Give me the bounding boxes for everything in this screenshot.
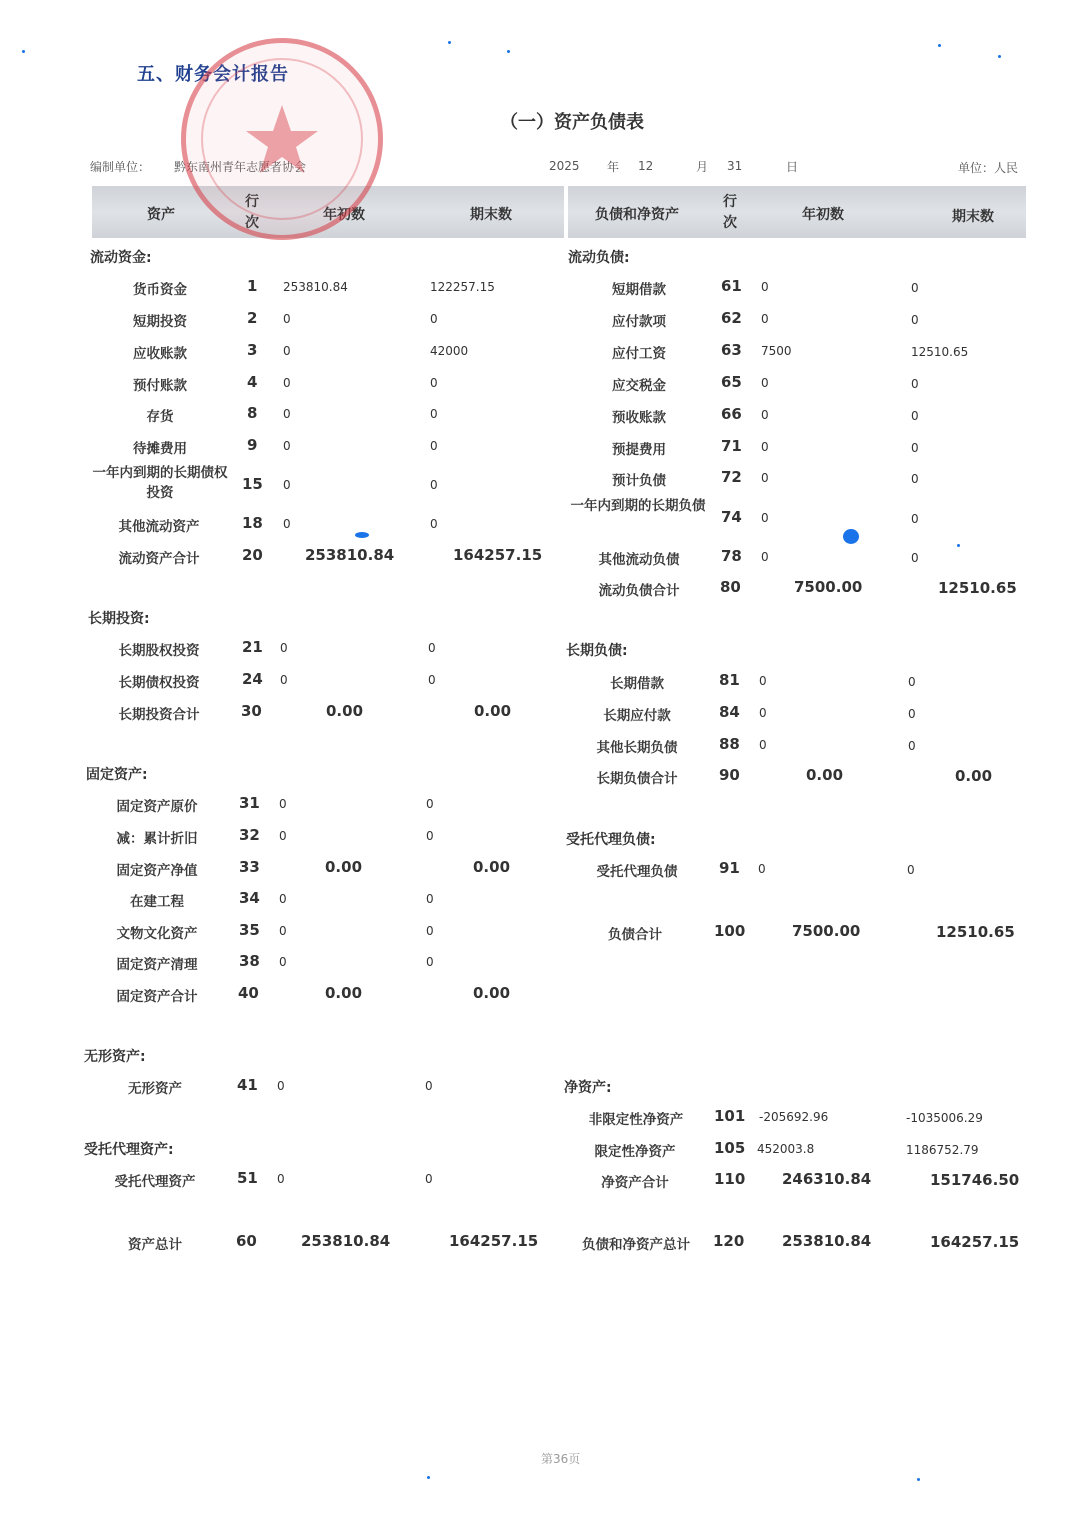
row-end: 0 xyxy=(911,512,919,526)
row-begin: 0 xyxy=(761,471,769,485)
row-end: 0 xyxy=(430,407,438,421)
year-char: 年 xyxy=(607,160,620,174)
row-end: 164257.15 xyxy=(930,1233,1020,1251)
section-title: 五、财务会计报告 xyxy=(137,64,289,85)
row-begin: 0 xyxy=(283,407,291,421)
speck xyxy=(448,41,451,44)
row-line: 84 xyxy=(719,703,740,721)
row-line: 61 xyxy=(721,277,742,295)
row-label: 负债合计 xyxy=(608,927,662,943)
row-label: 预收账款 xyxy=(612,410,666,426)
row-label: 应收账款 xyxy=(133,346,187,362)
speck xyxy=(22,50,25,53)
row-line: 34 xyxy=(239,889,260,907)
row-end: 151746.50 xyxy=(930,1171,1020,1189)
cat-entrusted-assets: 受托代理资产: xyxy=(84,1142,174,1158)
row-end: 0.00 xyxy=(955,767,993,785)
row-begin: 0 xyxy=(280,641,288,655)
row-begin: 0 xyxy=(279,797,287,811)
row-end: 0 xyxy=(908,675,916,689)
row-end: 0 xyxy=(911,409,919,423)
row-line: 21 xyxy=(242,638,263,656)
row-begin: 7500 xyxy=(761,344,792,358)
speck xyxy=(507,50,510,53)
row-end: 0 xyxy=(908,707,916,721)
row-line: 20 xyxy=(242,546,263,564)
row-end: 0 xyxy=(428,641,436,655)
row-line: 8 xyxy=(247,404,258,422)
row-label: 流动资产合计 xyxy=(118,551,200,567)
unit-label: 编制单位： xyxy=(90,160,151,174)
row-line: 35 xyxy=(239,921,260,939)
row-line: 90 xyxy=(719,766,740,784)
header-liability: 负债和净资产 xyxy=(595,207,679,223)
row-label: 固定资产原价 xyxy=(116,799,198,815)
row-label: 流动负债合计 xyxy=(598,583,680,599)
row-line: 24 xyxy=(242,670,263,688)
row-line: 32 xyxy=(239,826,260,844)
row-end: 0 xyxy=(907,863,915,877)
row-label: 负债和净资产总计 xyxy=(582,1237,690,1253)
row-begin: 0 xyxy=(283,517,291,531)
row-end: 0 xyxy=(911,551,919,565)
row-begin: 0 xyxy=(761,550,769,564)
row-label: 预计负债 xyxy=(612,473,666,489)
row-begin: -205692.96 xyxy=(759,1110,829,1124)
row-end: 12510.65 xyxy=(938,579,1017,597)
speck xyxy=(938,44,941,47)
row-begin: 0 xyxy=(283,344,291,358)
row-label: 短期投资 xyxy=(133,314,187,330)
row-begin: 0 xyxy=(759,738,767,752)
cat-fixed-assets: 固定资产: xyxy=(86,767,148,783)
row-label: 货币资金 xyxy=(133,282,187,298)
row-line: 101 xyxy=(714,1107,746,1125)
row-label: 减：累计折旧 xyxy=(116,831,198,847)
row-line: 3 xyxy=(247,341,258,359)
row-end: 0 xyxy=(425,1172,433,1186)
row-begin: 0 xyxy=(279,955,287,969)
row-label: 在建工程 xyxy=(130,894,184,910)
row-end: 0 xyxy=(911,441,919,455)
row-label: 长期债权投资 xyxy=(118,675,200,691)
row-begin: 452003.8 xyxy=(757,1142,815,1156)
row-begin: 0 xyxy=(279,924,287,938)
row-label: 应付款项 xyxy=(612,314,666,330)
row-line: 81 xyxy=(719,671,740,689)
row-line: 105 xyxy=(714,1139,746,1157)
row-line: 2 xyxy=(247,309,258,327)
row-end: 0 xyxy=(911,313,919,327)
currency-unit: 单位：人民 xyxy=(958,161,1019,175)
row-line: 38 xyxy=(239,952,260,970)
row-line: 40 xyxy=(238,984,259,1002)
row-end: 0.00 xyxy=(474,702,512,720)
speck xyxy=(427,1476,430,1479)
row-label: 其他流动负债 xyxy=(598,552,680,568)
row-line: 88 xyxy=(719,735,740,753)
cat-long-term-liabilities: 长期负债: xyxy=(566,643,628,659)
row-begin: 0 xyxy=(761,312,769,326)
report-day: 31 xyxy=(727,159,743,173)
ink-blot xyxy=(843,529,859,544)
row-end: 42000 xyxy=(430,344,469,358)
row-end: 0.00 xyxy=(473,858,511,876)
row-line: 1 xyxy=(247,277,258,295)
row-begin: 246310.84 xyxy=(782,1170,872,1188)
row-label: 预付账款 xyxy=(133,378,187,394)
row-line: 74 xyxy=(721,508,742,526)
row-end: 164257.15 xyxy=(453,546,543,564)
row-end: 0.00 xyxy=(473,984,511,1002)
row-end: 0 xyxy=(426,924,434,938)
row-begin: 253810.84 xyxy=(305,546,395,564)
month-char: 月 xyxy=(696,160,709,174)
row-line: 91 xyxy=(719,859,740,877)
row-begin: 0 xyxy=(283,376,291,390)
row-begin: 253810.84 xyxy=(283,280,348,294)
ink-blot xyxy=(355,532,369,538)
row-line: 62 xyxy=(721,309,742,327)
row-begin: 253810.84 xyxy=(782,1232,872,1250)
row-begin: 0 xyxy=(759,706,767,720)
header-begin-right: 年初数 xyxy=(802,207,844,223)
unit-name: 黔东南州青年志愿者协会 xyxy=(174,160,307,174)
row-end: 0 xyxy=(430,312,438,326)
row-label: 资产总计 xyxy=(128,1237,182,1253)
row-line: 78 xyxy=(721,547,742,565)
row-begin: 7500.00 xyxy=(794,578,863,596)
row-begin: 0 xyxy=(761,408,769,422)
row-end: 0 xyxy=(911,281,919,295)
row-end: 12510.65 xyxy=(911,345,969,359)
row-begin: 0 xyxy=(283,439,291,453)
speck xyxy=(957,544,960,547)
row-begin: 0 xyxy=(280,673,288,687)
row-label: 预提费用 xyxy=(612,442,666,458)
row-end: 164257.15 xyxy=(449,1232,539,1250)
row-line: 60 xyxy=(236,1232,257,1250)
row-begin: 0.00 xyxy=(326,702,364,720)
row-label: 固定资产合计 xyxy=(116,989,198,1005)
seal-stamp xyxy=(181,38,383,240)
row-end: 12510.65 xyxy=(936,923,1015,941)
row-end: 0 xyxy=(911,472,919,486)
cat-intangible-assets: 无形资产: xyxy=(84,1049,146,1065)
row-line: 15 xyxy=(242,475,263,493)
row-end: 0 xyxy=(426,892,434,906)
header-end: 期末数 xyxy=(470,207,512,223)
row-end: 0 xyxy=(425,1079,433,1093)
row-end: 0 xyxy=(430,376,438,390)
cat-net-assets: 净资产: xyxy=(564,1080,612,1096)
row-label: 净资产合计 xyxy=(601,1175,669,1191)
row-line: 18 xyxy=(242,514,263,532)
report-month: 12 xyxy=(638,159,654,173)
row-label: 待摊费用 xyxy=(133,441,187,457)
cat-current-liabilities: 流动负债: xyxy=(568,250,630,266)
row-begin: 0 xyxy=(277,1172,285,1186)
row-label: 长期股权投资 xyxy=(118,643,200,659)
row-label: 存货 xyxy=(146,409,174,425)
row-begin: 0.00 xyxy=(325,984,363,1002)
row-begin: 0 xyxy=(761,440,769,454)
row-label: 非限定性净资产 xyxy=(588,1112,684,1128)
row-end: 0 xyxy=(430,439,438,453)
row-label: 文物文化资产 xyxy=(116,926,198,942)
row-begin: 0 xyxy=(283,312,291,326)
header-line-no-right: 行次 xyxy=(723,194,737,231)
row-end: -1035006.29 xyxy=(906,1111,983,1125)
row-begin: 0 xyxy=(283,478,291,492)
row-end: 122257.15 xyxy=(430,280,495,294)
speck xyxy=(917,1478,920,1481)
header-asset: 资产 xyxy=(147,207,175,223)
row-line: 63 xyxy=(721,341,742,359)
row-label: 短期借款 xyxy=(612,282,666,298)
row-line: 4 xyxy=(247,373,258,391)
row-begin: 0 xyxy=(759,674,767,688)
row-end: 0 xyxy=(426,797,434,811)
row-label: 一年内到期的长期债权投资 xyxy=(92,465,228,501)
row-label: 无形资产 xyxy=(128,1081,182,1097)
row-begin: 253810.84 xyxy=(301,1232,391,1250)
row-begin: 0 xyxy=(758,862,766,876)
row-begin: 0 xyxy=(761,511,769,525)
row-line: 72 xyxy=(721,468,742,486)
row-label: 其他长期负债 xyxy=(596,740,678,756)
row-line: 80 xyxy=(720,578,741,596)
row-end: 0 xyxy=(426,829,434,843)
row-line: 31 xyxy=(239,794,260,812)
row-line: 41 xyxy=(237,1076,258,1094)
row-end: 0 xyxy=(908,739,916,753)
row-label: 应付工资 xyxy=(612,346,666,362)
row-label: 长期应付款 xyxy=(603,708,671,724)
row-label: 长期负债合计 xyxy=(596,771,678,787)
row-end: 0 xyxy=(428,673,436,687)
row-begin: 0.00 xyxy=(806,766,844,784)
row-label: 一年内到期的长期负债 xyxy=(570,498,706,514)
row-label: 长期借款 xyxy=(610,676,664,692)
row-end: 0 xyxy=(430,517,438,531)
row-line: 51 xyxy=(237,1169,258,1187)
header-line-no: 行次 xyxy=(245,194,259,231)
header-begin: 年初数 xyxy=(323,207,365,223)
row-line: 65 xyxy=(721,373,742,391)
cat-current-assets: 流动资金: xyxy=(90,250,152,266)
row-begin: 0 xyxy=(761,376,769,390)
row-begin: 0 xyxy=(277,1079,285,1093)
row-label: 固定资产清理 xyxy=(116,957,198,973)
header-end-right: 期末数 xyxy=(952,209,994,225)
page-number: 第36页 xyxy=(541,1452,581,1466)
row-line: 110 xyxy=(714,1170,746,1188)
report-year: 2025 xyxy=(549,159,580,173)
row-line: 9 xyxy=(247,436,258,454)
row-end: 0 xyxy=(911,377,919,391)
row-label: 应交税金 xyxy=(612,378,666,394)
row-begin: 7500.00 xyxy=(792,922,861,940)
row-line: 71 xyxy=(721,437,742,455)
row-end: 1186752.79 xyxy=(906,1143,979,1157)
speck xyxy=(998,55,1001,58)
row-label: 长期投资合计 xyxy=(118,707,200,723)
row-begin: 0.00 xyxy=(325,858,363,876)
cat-entrusted-liabilities: 受托代理负债: xyxy=(566,832,656,848)
row-line: 66 xyxy=(721,405,742,423)
row-end: 0 xyxy=(430,478,438,492)
row-line: 100 xyxy=(714,922,746,940)
row-label: 其他流动资产 xyxy=(118,519,200,535)
row-end: 0 xyxy=(426,955,434,969)
day-char: 日 xyxy=(786,160,799,174)
row-label: 受托代理负债 xyxy=(596,864,678,880)
row-begin: 0 xyxy=(279,829,287,843)
row-label: 限定性净资产 xyxy=(594,1144,676,1160)
page-title: （一）资产负债表 xyxy=(500,112,644,133)
row-line: 120 xyxy=(713,1232,745,1250)
row-label: 受托代理资产 xyxy=(114,1174,196,1190)
row-line: 30 xyxy=(241,702,262,720)
row-begin: 0 xyxy=(761,280,769,294)
row-begin: 0 xyxy=(279,892,287,906)
row-label: 固定资产净值 xyxy=(116,863,198,879)
cat-long-term-investment: 长期投资: xyxy=(88,611,150,627)
row-line: 33 xyxy=(239,858,260,876)
